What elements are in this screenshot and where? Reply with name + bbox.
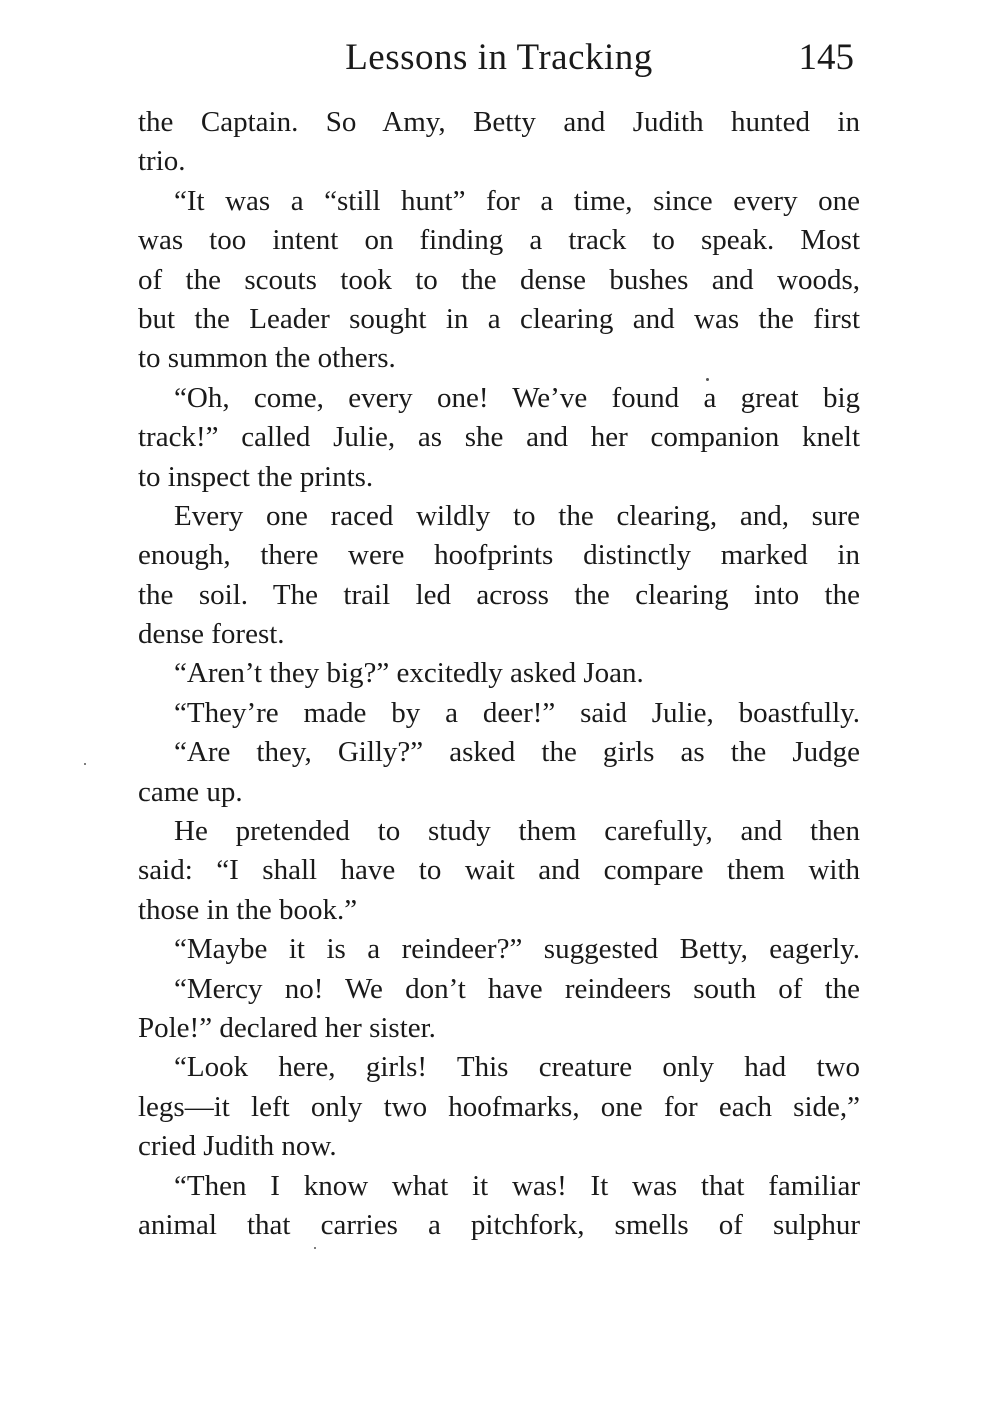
text-line: “Aren’t they big?” excitedly asked Joan. (174, 657, 644, 690)
scan-speck (84, 763, 86, 765)
text-line: animal that carries a pitchfork, smells of sulphur (138, 1208, 860, 1241)
text-line: track!” called Julie, as she and her companion knelt (138, 421, 860, 454)
text-line: “Maybe it is a reindeer?” suggested Betty, eagerly. (174, 933, 860, 966)
scan-speck (706, 378, 709, 381)
text-line: of the scouts took to the dense bushes and woods, (138, 263, 860, 296)
text-line: He pretended to study them carefully, and then (174, 815, 860, 848)
text-line: the soil. The trail led across the clearing into the (138, 578, 860, 611)
text-line: those in the book.” (138, 893, 358, 926)
text-line: enough, there were hoofprints distinctly marked in (138, 539, 860, 572)
text-line: cried Judith now. (138, 1130, 337, 1163)
text-line: “Then I know what it was! It was that familiar (174, 1169, 860, 1202)
text-line: “Oh, come, every one! We’ve found a great big (174, 381, 860, 414)
text-line: but the Leader sought in a clearing and was the first (138, 302, 860, 335)
text-line: trio. (138, 145, 186, 178)
text-line: “It was a “still hunt” for a time, since every one (174, 184, 860, 217)
text-line: “Mercy no! We don’t have reindeers south of the (174, 972, 860, 1005)
text-line: came up. (138, 775, 243, 808)
text-line: dense forest. (138, 618, 285, 651)
body-text (138, 103, 860, 1245)
text-line: “Look here, girls! This creature only had two (174, 1051, 860, 1084)
text-line: was too intent on finding a track to speak. Most (138, 224, 860, 257)
text-line: Pole!” declared her sister. (138, 1011, 436, 1044)
text-line: said: “I shall have to wait and compare them with (138, 854, 860, 887)
text-line: “Are they, Gilly?” asked the girls as the Judge (174, 736, 860, 769)
text-line: “They’re made by a deer!” said Julie, boastfully. (174, 696, 860, 729)
text-line: Every one raced wildly to the clearing, and, sure (174, 499, 860, 532)
text-line: to summon the others. (138, 342, 396, 375)
page-number: 145 (798, 37, 854, 78)
text-line: legs—it left only two hoofmarks, one for each side,” (138, 1090, 860, 1123)
text-line: to inspect the prints. (138, 460, 374, 493)
text-line: the Captain. So Amy, Betty and Judith hunted in (138, 106, 860, 138)
running-title: Lessons in Tracking (345, 37, 653, 78)
scan-speck (314, 1247, 316, 1249)
running-head (138, 30, 860, 86)
